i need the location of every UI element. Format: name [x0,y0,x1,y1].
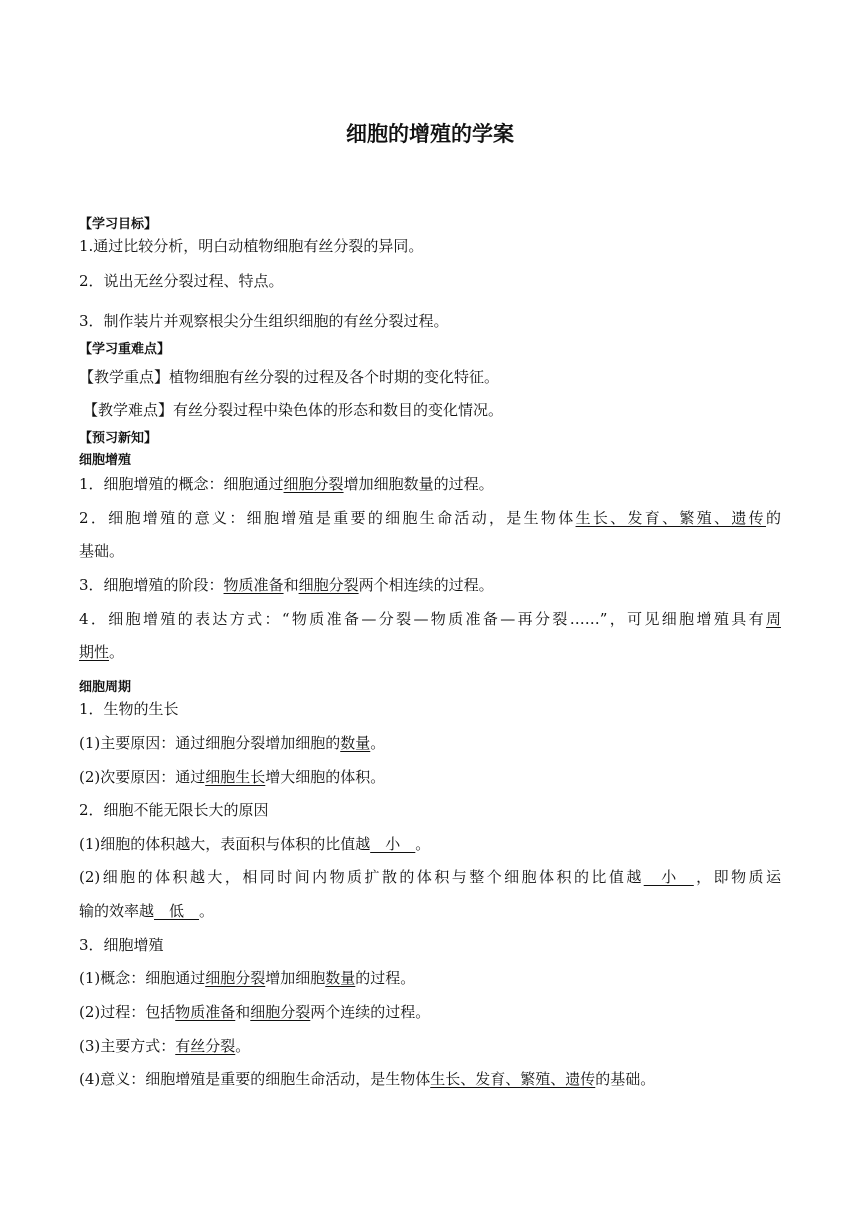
item-proliferation-process [79,1002,781,1022]
text: 增加细胞数量的过程。 [343,475,494,493]
answer-underlined: 数量 [340,734,371,752]
answer-underlined: 细胞分裂 [298,576,359,594]
text: (2)次要原因：通过 [79,768,206,786]
goal-3: 3．制作装片并观察根尖分生组织细胞的有丝分裂过程。 [79,312,449,330]
paragraph-expression-line2 [79,642,781,662]
answer-underlined: 期性 [79,643,110,661]
text: 。 [109,643,125,661]
paragraph-stages [79,575,781,595]
answer-underlined: 生长、发育、繁殖、遗传 [430,1070,596,1088]
text: 输的效率越 [79,902,155,920]
item-size-limit-2-line1 [79,867,781,887]
text: (1)概念：细胞通过 [79,969,206,987]
text: 3．细胞增殖的阶段： [79,576,224,594]
answer-underlined: 细胞分裂 [283,475,344,493]
text: (1)细胞的体积越大，表面积与体积的比值越 [79,835,371,853]
paragraph-significance-line2: 基础。 [79,542,125,560]
heading-cell-cycle: 细胞周期 [79,680,132,695]
text: 。 [235,1037,251,1055]
text: 增加细胞 [265,969,326,987]
item-proliferation-concept [79,968,781,988]
text: 2．细胞增殖的意义：细胞增殖是重要的细胞生命活动，是生物体 [79,509,576,527]
heading-key-points: 【学习重难点】 [79,342,171,357]
text: 的基础。 [595,1070,656,1088]
text: 和 [283,576,299,594]
teaching-focus: 【教学重点】植物细胞有丝分裂的过程及各个时期的变化特征。 [79,368,500,386]
answer-underlined: 细胞分裂 [250,1003,311,1021]
text: (2)过程：包括 [79,1003,176,1021]
item-size-limit-1 [79,834,781,854]
text: 。 [415,835,431,853]
item-growth-secondary-reason [79,767,781,787]
document-title: 细胞的增殖的学案 [346,122,514,146]
text: 的 [765,509,781,527]
goal-2: 2．说出无丝分裂过程、特点。 [79,272,284,290]
text: (1)主要原因：通过细胞分裂增加细胞的 [79,734,341,752]
item-proliferation-mode [79,1036,781,1056]
heading-learning-goals: 【学习目标】 [79,217,158,232]
text: 两个相连续的过程。 [358,576,494,594]
teaching-difficulty: 【教学难点】有丝分裂过程中染色体的形态和数目的变化情况。 [83,401,504,419]
text: 1．细胞增殖的概念：细胞通过 [79,475,284,493]
item-proliferation-significance [79,1069,781,1089]
answer-blank: __小__ [370,835,416,853]
answer-underlined: 物质准备 [223,576,284,594]
paragraph-significance-line1 [79,508,781,528]
text: 。 [370,734,386,752]
text: ，即物质运 [693,868,781,886]
item-size-limit: 2．细胞不能无限长大的原因 [79,801,269,819]
answer-underlined: 物质准备 [175,1003,236,1021]
text: (2)细胞的体积越大，相同时间内物质扩散的体积与整个细胞体积的比值越 [79,868,644,886]
answer-underlined: 有丝分裂 [175,1037,236,1055]
text: 4．细胞增殖的表达方式：“物质准备—分裂—物质准备—再分裂……”，可见细胞增殖具有 [79,610,766,628]
text: 的过程。 [355,969,416,987]
answer-underlined: 细胞分裂 [205,969,266,987]
answer-underlined: 细胞生长 [205,768,266,786]
goal-1: 1.通过比较分析，明白动植物细胞有丝分裂的异同。 [79,237,424,255]
item-growth-main-reason [79,733,781,753]
text: (4)意义：细胞增殖是重要的细胞生命活动，是生物体 [79,1070,431,1088]
item-proliferation: 3．细胞增殖 [79,936,164,954]
answer-blank: __小__ [643,868,694,886]
heading-cell-proliferation: 细胞增殖 [79,453,132,468]
text: 。 [199,902,215,920]
paragraph-expression-line1 [79,609,781,629]
text: 和 [235,1003,251,1021]
answer-blank: __低__ [154,902,200,920]
item-size-limit-2-line2 [79,901,781,921]
answer-underlined: 周 [765,610,781,628]
text: 增大细胞的体积。 [265,768,386,786]
answer-underlined: 生长、发育、繁殖、遗传 [575,509,766,527]
text: 两个连续的过程。 [310,1003,431,1021]
item-growth: 1．生物的生长 [79,700,179,718]
text: (3)主要方式： [79,1037,176,1055]
paragraph-concept [79,474,781,494]
heading-preview: 【预习新知】 [79,431,158,446]
answer-underlined: 数量 [325,969,356,987]
